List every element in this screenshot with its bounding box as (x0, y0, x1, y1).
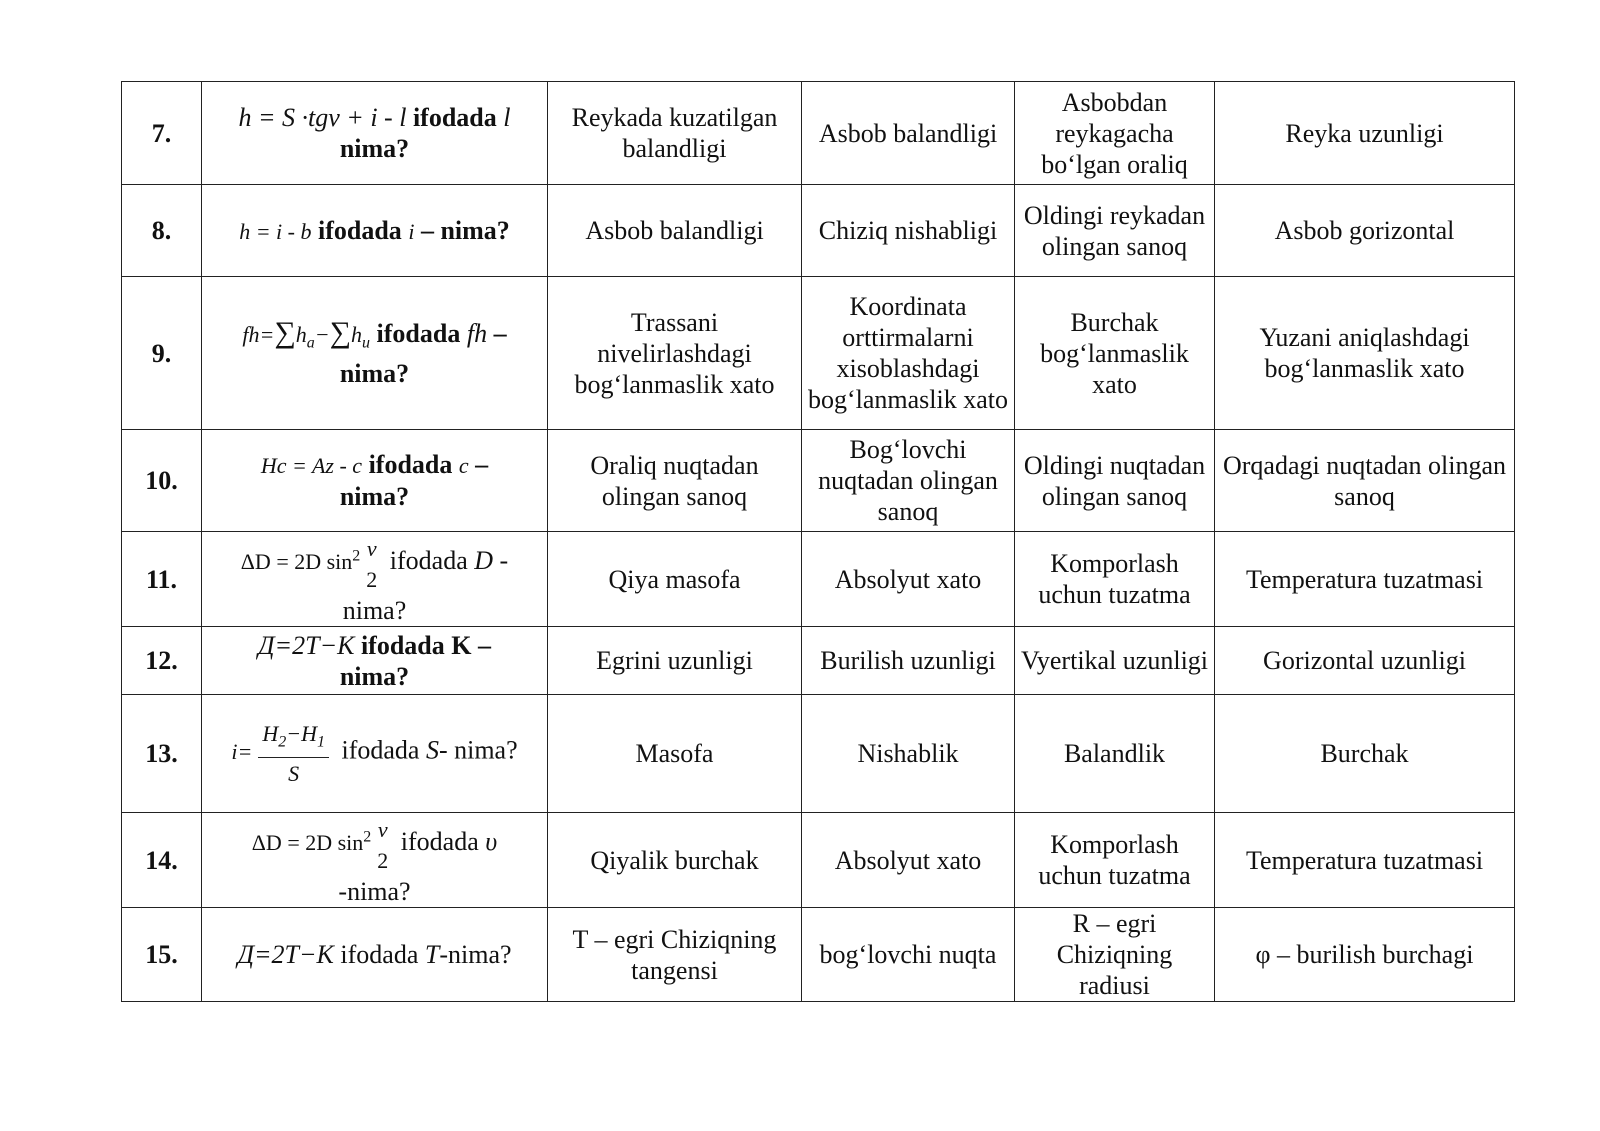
question-label: ifodada (412, 103, 497, 132)
formula-variable: c (458, 453, 469, 478)
question-table (121, 81, 1515, 1002)
table-row (122, 185, 1515, 277)
question-number: 7. (122, 82, 202, 185)
table-row (122, 695, 1515, 813)
table-row (122, 82, 1515, 185)
answer-b: Absolyut xato (802, 532, 1015, 627)
formula: h = S ·tgν + i - l (238, 103, 407, 132)
answer-a: Oraliq nuqtadan olingan sanoq (548, 430, 802, 532)
question-tail: nima? (339, 482, 410, 511)
answer-a: T – egri Chiziqning tangensi (548, 908, 802, 1002)
formula-variable: S (425, 735, 439, 765)
answer-c: Burchak bog‘lanmaslik xato (1015, 277, 1215, 430)
question-tail: – nima? (420, 215, 510, 245)
question-number: 10. (122, 430, 202, 532)
question-number: 9. (122, 277, 202, 430)
question-text (202, 627, 548, 695)
formula-variable: fh (466, 318, 488, 348)
formula-variable: l (503, 103, 511, 132)
answer-d: Orqadagi nuqtadan olingan sanoq (1215, 430, 1515, 532)
question-label: ifodada (318, 215, 402, 245)
question-label: ifodada (400, 826, 479, 856)
answer-c: Komporlash uchun tuzatma (1015, 532, 1215, 627)
question-tail: -nima? (338, 876, 411, 906)
answer-a: Egrini uzunligi (548, 627, 802, 695)
question-label: ifodada (389, 545, 468, 575)
question-tail: nima? (339, 359, 410, 389)
answer-c: Vyertikal uzunligi (1015, 627, 1215, 695)
answer-a: Asbob balandligi (548, 185, 802, 277)
answer-c: Asbobdan reykagacha bo‘lgan oraliq (1015, 82, 1215, 185)
question-tail: nima? (339, 134, 410, 163)
question-tail: nima? (342, 595, 407, 625)
question-tail: - nima? (438, 735, 518, 765)
answer-b: Burilish uzunligi (802, 627, 1015, 695)
answer-a: Qiyalik burchak (548, 813, 802, 908)
question-text (202, 813, 548, 908)
answer-c: Oldingi reykadan olingan sanoq (1015, 185, 1215, 277)
answer-a: Reykada kuzatilgan balandligi (548, 82, 802, 185)
answer-d: Temperatura tuzatmasi (1215, 532, 1515, 627)
question-label: ifodada (376, 318, 461, 348)
answer-b: Koordinata orttirmalarni xisoblashdagi bog‘lanmaslik xato (802, 277, 1015, 430)
table-row (122, 532, 1515, 627)
formula: Hc = Az - c (260, 453, 363, 478)
answer-a: Trassani nivelirlashdagi bog‘lanmaslik xato (548, 277, 802, 430)
answer-d: Temperatura tuzatmasi (1215, 813, 1515, 908)
answer-c: R – egri Chiziqning radiusi (1015, 908, 1215, 1002)
answer-d: Asbob gorizontal (1215, 185, 1515, 277)
table-row (122, 627, 1515, 695)
question-number: 15. (122, 908, 202, 1002)
question-number: 8. (122, 185, 202, 277)
question-text (202, 185, 548, 277)
formula: $fh=\sum h_a-\sum h_и$ (242, 315, 371, 352)
answer-a: Masofa (548, 695, 802, 813)
answer-d: Yuzani aniqlashdagi bog‘lanmaslik xato (1215, 277, 1515, 430)
question-text (202, 695, 548, 813)
question-text: $fh=\sum h_a-\sum h_и$ ifodada fh – nima? (202, 277, 548, 430)
table-row (122, 908, 1515, 1002)
question-label: ifodada (341, 735, 420, 765)
question-text (202, 908, 548, 1002)
answer-b: bog‘lovchi nuqta (802, 908, 1015, 1002)
answer-c: Komporlash uchun tuzatma (1015, 813, 1215, 908)
table-row (122, 430, 1515, 532)
answer-b: Nishablik (802, 695, 1015, 813)
question-text: Hc = Az - c ifodada c – nima? (202, 430, 548, 532)
table-row (122, 813, 1515, 908)
question-text: ΔD = 2D $\sin^2$ ν 2 ifodada D - nima? (202, 532, 548, 627)
formula: Д=2T−K (258, 630, 355, 660)
formula: i= $\frac{H_2-H_1}{S}$ (231, 739, 335, 764)
answer-d: φ – burilish burchagi (1215, 908, 1515, 1002)
answer-b: Bog‘lovchi nuqtadan olingan sanoq (802, 430, 1015, 532)
question-text (202, 82, 548, 185)
formula-variable: i (408, 218, 415, 244)
answer-d: Burchak (1215, 695, 1515, 813)
answer-b: Chiziq nishabligi (802, 185, 1015, 277)
formula: ΔD = 2D $\sin^2$ ν 2 (251, 816, 389, 873)
table-row (122, 277, 1515, 430)
question-label: ifodada K – (360, 630, 491, 660)
answer-b: Absolyut xato (802, 813, 1015, 908)
answer-a: Qiya masofa (548, 532, 802, 627)
question-number: 13. (122, 695, 202, 813)
answer-d: Gorizontal uzunligi (1215, 627, 1515, 695)
formula: ΔD = 2D $\sin^2$ ν 2 (240, 535, 378, 592)
question-tail: nima? (339, 661, 410, 691)
question-number: 11. (122, 532, 202, 627)
formula-variable: υ (485, 826, 498, 856)
question-label: ifodada (340, 940, 419, 969)
question-number: 12. (122, 627, 202, 695)
question-tail: -nima? (439, 940, 512, 969)
formula: h = i - b (239, 218, 312, 244)
question-label: ifodada (368, 450, 453, 479)
answer-c: Oldingi nuqtadan olingan sanoq (1015, 430, 1215, 532)
formula-variable: D (474, 545, 494, 575)
answer-b: Asbob balandligi (802, 82, 1015, 185)
formula-variable: T (424, 940, 440, 969)
question-number: 14. (122, 813, 202, 908)
formula: Д=2T−K (237, 940, 334, 969)
answer-d: Reyka uzunligi (1215, 82, 1515, 185)
answer-c: Balandlik (1015, 695, 1215, 813)
